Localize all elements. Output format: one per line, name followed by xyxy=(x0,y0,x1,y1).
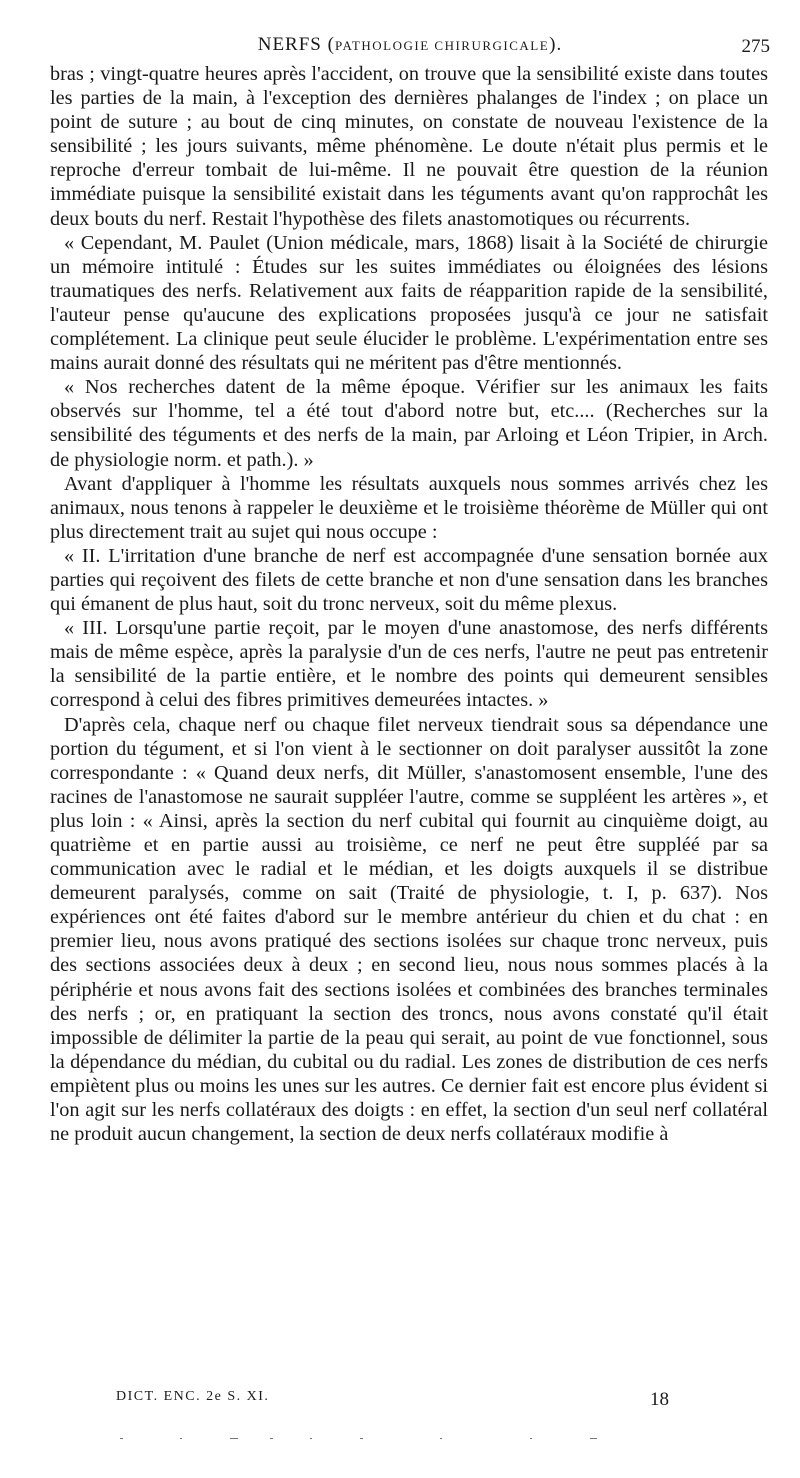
running-title-end: ). xyxy=(549,34,563,55)
running-title xyxy=(50,34,770,56)
signature-mark: DICT. ENC. 2e S. XI. xyxy=(116,1389,270,1404)
paragraph-6: « III. Lorsqu'une partie reçoit, par le moyen d'une anastomose, des nerfs différents mais de même espèce, après la paralysie d'un de ces nerfs, l'autre ne peut pas entretenir la sensibilité de la partie entière, et le nombre des points qui demeurent sensibles correspond à celui des fibres primitives demeurées intactes. » xyxy=(50,617,768,712)
page-footer xyxy=(50,1385,770,1415)
running-title-subtitle: PATHOLOGIE CHIRURGICALE xyxy=(334,38,550,53)
body-text xyxy=(50,62,768,1146)
page-number: 275 xyxy=(741,36,770,57)
paragraph-5: « II. L'irritation d'une branche de nerf est accompagnée d'une sensation bornée aux parties qui reçoivent des filets de cette branche et non d'une sensation dans les branches qui émanent de plus haut, soit du tronc nerveux, soit du même plexus. xyxy=(50,544,768,616)
paragraph-4: Avant d'appliquer à l'homme les résultats auxquels nous sommes arrivés chez les animaux, nous tenons à rappeler le deuxième et le troisième théorème de Müller qui ont plus directement trait au sujet qui nous occupe : xyxy=(50,472,768,543)
paragraph-2: « Cependant, M. Paulet (Union médicale, mars, 1868) lisait à la Société de chirurgie un mémoire intitulé : Études sur les suites immédiates ou éloignées des lésions traumatiques des nerfs. Relativement aux faits de réapparition rapide de la sensibilité, l'auteur pense qu'aucune des explications proposées jusqu'à ce jour ne satisfait complétement. La clinique peut seule élucider le problème. L'expérimentation entre ses mains aurait donné des résultats qui ne méritent pas d'être mentionnés. xyxy=(50,231,768,375)
print-specks xyxy=(110,1438,610,1444)
running-title-main: NERFS ( xyxy=(257,34,335,55)
paragraph-7: D'après cela, chaque nerf ou chaque filet nerveux tiendrait sous sa dépendance une portion du tégument, et si l'on vient à le sectionner on doit paralyser aussitôt la zone correspondante : « Quand deux nerfs, dit Müller, s'anastomosent ensemble, l'une des racines de l'anastomose ne saurait suppléer l'autre, comme se suppléent les artères », et plus loin : « Ainsi, après la section du nerf cubital qui fournit au cinquième doigt, au quatrième et en partie aussi au troisième, ce nerf ne peut être suppléé par sa communication avec le radial et le médian, et les doigts auxquels il se distribue demeurent paralysés, comme on sait (Traité de physiologie, t. I, p. 637). Nos expériences ont été faites d'abord sur le membre antérieur du chien et du chat : en premier lieu, nous avons pratiqué des sections isolées sur chaque tronc nerveux, puis des sections associées deux à deux ; en second lieu, nous nous sommes placés à la périphérie et nous avons fait des sections isolées et combinées des branches terminales des nerfs ; or, en pratiquant la section des troncs, nous avons constaté qu'il était impossible de délimiter la partie de la peau qui serait, au point de vue fonctionnel, sous la dépendance du médian, du cubital ou du radial. Les zones de distribution de ces nerfs empiètent plus ou moins les unes sur les autres. Ce dernier fait est encore plus évident si l'on agit sur les nerfs collatéraux des doigts : en effet, la section d'un seul nerf collatéral ne produit aucun changement, la section de deux nerfs collatéraux modifie à xyxy=(50,713,768,1146)
paragraph-1: bras ; vingt-quatre heures après l'accident, on trouve que la sensibilité existe dans toutes les parties de la main, à l'exception des dernières phalanges de l'index ; on place un point de suture ; au bout de cinq minutes, on constate de nouveau l'existence de la sensibilité ; les jours suivants, même phénomène. Le doute n'était plus permis et le reproche d'erreur tombait de lui-même. Il ne pouvait être question de la réunion immédiate puisque la sensibilité existait dans les téguments avant qu'on rapprochât les deux bouts du nerf. Restait l'hypothèse des filets anastomotiques ou récurrents. xyxy=(50,63,768,230)
sheet-number: 18 xyxy=(650,1389,669,1410)
running-head xyxy=(50,34,770,60)
paragraph-3: « Nos recherches datent de la même époque. Vérifier sur les animaux les faits observés sur l'homme, tel a été tout d'abord notre but, etc.... (Recherches sur la sensibilité des téguments et des nerfs de la main, par Arloing et Léon Tripier, in Arch. de physiologie norm. et path.). » xyxy=(50,376,768,471)
